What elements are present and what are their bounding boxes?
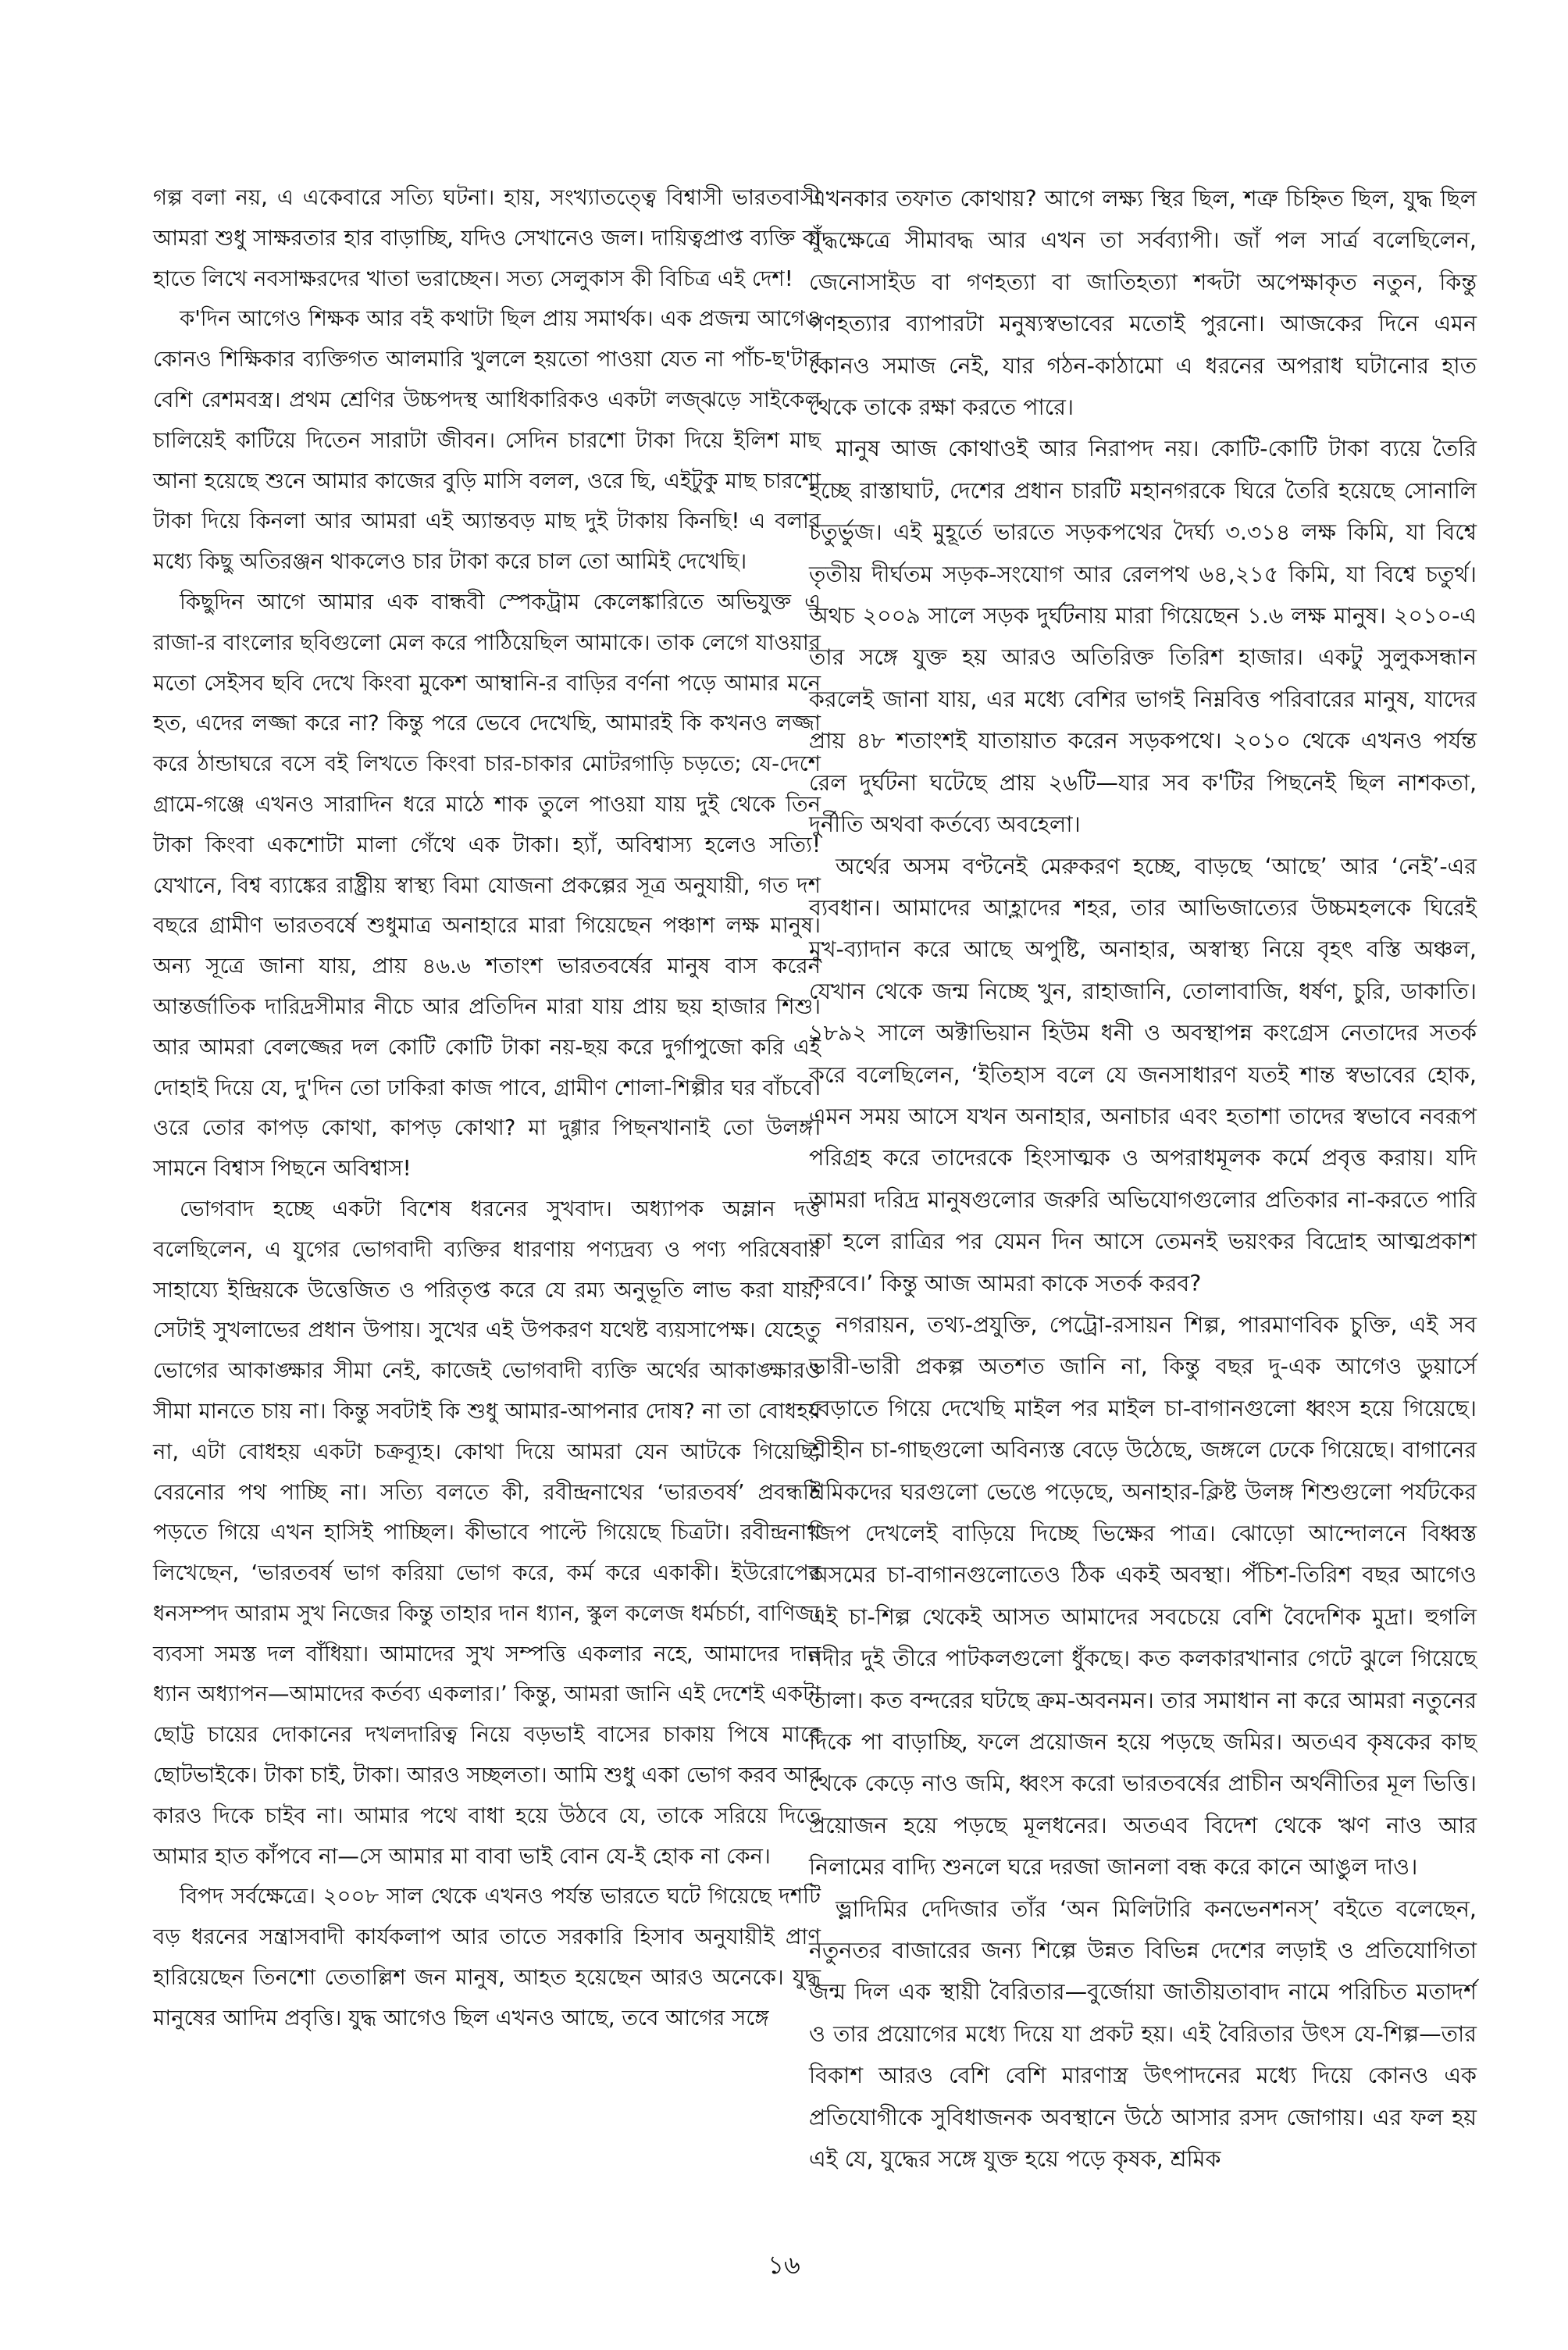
paragraph: ভোগবাদ হচ্ছে একটা বিশেষ ধরনের সুখবাদ। অধ্যাপক অম্লান দত্ত বলেছিলেন, এ যুগের ভোগবাদী ব্যক্তির ধারণায় পণ্যদ্রব্য ও পণ্য পরিষেবার সাহায্যে ইন্দ্রিয়কে উত্তেজিত ও পরিতৃপ্ত করে যে রম্য অনুভূতি লাভ করা যায়, সেটাই সুখলাভের প্রধান উপায়। সুখের এই উপকরণ যথেষ্ট ব্যয়সাপেক্ষ। যেহেতু ভোগের আকাঙ্ক্ষার সীমা নেই, কাজেই ভোগবাদী ব্যক্তি অর্থের আকাঙ্ক্ষারও সীমা মানতে চায় না। কিন্তু সবটাই কি শুধু আমার-আপনার দোষ? না তা বোধহয় না, এটা বোধহয় একটা চক্রব্যূহ। কোথা দিয়ে আমরা যেন আটকে গিয়েছি, বেরনোর পথ পাচ্ছি না। সত্যি বলতে কী, রবীন্দ্রনাথের ‘ভারতবর্ষ’ প্রবন্ধটি পড়তে গিয়ে এখন হাসিই পাচ্ছিল। কীভাবে পাল্টে গিয়েছে চিত্রটা। রবীন্দ্রনাথ লিখেছেন, ‘ভারতবর্ষ ভাগ করিয়া ভোগ করে, কর্ম করে একাকী। ইউরোপের ধনসম্পদ আরাম সুখ নিজের কিন্তু তাহার দান ধ্যান, স্কুল কলেজ ধর্মচর্চা, বাণিজ্য ব্যবসা সমস্ত দল বাঁধিয়া। আমাদের সুখ সম্পত্তি একলার নহে, আমাদের দান ধ্যান অধ্যাপন—আমাদের কর্তব্য একলার।’ কিন্তু, আমরা জানি এই দেশেই একটা ছোট্ট চায়ের দোকানের দখলদারিত্ব নিয়ে বড়ভাই বাসের চাকায় পিষে মারে ছোটভাইকে। টাকা চাই, টাকা। আরও সচ্ছলতা। আমি শুধু একা ভোগ করব আর কারও দিকে চাইব না। আমার পথে বাধা হয়ে উঠবে যে, তাকে সরিয়ে দিতে আমার হাত কাঁপবে না—সে আমার মা বাবা ভাই বোন যে-ই হোক না কেন। bbox=[153, 1196, 821, 1869]
paragraph: বিপদ সর্বক্ষেত্রে। ২০০৮ সাল থেকে এখনও পর্যন্ত ভারতে ঘটে গিয়েছে দশটি বড় ধরনের সন্ত্রাসবাদী কার্যকলাপ আর তাতে সরকারি হিসাব অনুযায়ীই প্রাণ হারিয়েছেন তিনশো তেতাল্লিশ জন মানুষ, আহত হয়েছেন আরও অনেকে। যুদ্ধ মানুষের আদিম প্রবৃত্তি। যুদ্ধ আগেও ছিল এখনও আছে, তবে আগের সঙ্গে bbox=[153, 1884, 821, 2031]
right-column bbox=[809, 178, 1477, 2181]
paragraph: ক'দিন আগেও শিক্ষক আর বই কথাটা ছিল প্রায় সমার্থক। এক প্রজন্ম আগেও কোনও শিক্ষিকার ব্যক্তিগত আলমারি খুললে হয়তো পাওয়া যেত না পাঁচ-ছ'টার বেশি রেশমবস্ত্র। প্রথম শ্রেণির উচ্চপদস্থ আধিকারিকও একটা লজ্‌ঝড়ে সাইকেল চালিয়েই কাটিয়ে দিতেন সারাটা জীবন। সেদিন চারশো টাকা দিয়ে ইলিশ মাছ আনা হয়েছে শুনে আমার কাজের বুড়ি মাসি বলল, ওরে ছি, এইটুকু মাছ চারশো টাকা দিয়ে কিনলা আর আমরা এই অ্যান্তবড় মাছ দুই টাকায় কিনছি! এ বলার মধ্যে কিছু অতিরঞ্জন থাকলেও চার টাকা করে চাল তো আমিই দেখেছি। bbox=[153, 306, 821, 575]
page-number: ১৬ bbox=[768, 2250, 800, 2280]
paragraph: অর্থের অসম বণ্টনেই মেরুকরণ হচ্ছে, বাড়ছে ‘আছে’ আর ‘নেই’-এর ব্যবধান। আমাদের আহ্লাদের শহর, তার আভিজাত্যের উচ্চমহলকে ঘিরেই মুখ-ব্যাদান করে আছে অপুষ্টি, অনাহার, অস্বাস্থ্য নিয়ে বৃহৎ বস্তি অঞ্চল, যেখান থেকে জন্ম নিচ্ছে খুন, রাহাজানি, তোলাবাজি, ধর্ষণ, চুরি, ডাকাতি। ১৮৯২ সালে অক্টাভিয়ান হিউম ধনী ও অবস্থাপন্ন কংগ্রেস নেতাদের সতর্ক করে বলেছিলেন, ‘ইতিহাস বলে যে জনসাধারণ যতই শান্ত স্বভাবের হোক, এমন সময় আসে যখন অনাহার, অনাচার এবং হতাশা তাদের স্বভাবে নবরূপ পরিগ্রহ করে তাদেরকে হিংসাত্মক ও অপরাধমূলক কর্মে প্রবৃত্ত করায়। যদি আমরা দরিদ্র মানুষগুলোর জরুরি অভিযোগগুলোর প্রতিকার না-করতে পারি তা হলে রাত্রির পর যেমন দিন আসে তেমনই ভয়ংকর বিদ্রোহ আত্মপ্রকাশ করবে।’ কিন্তু আজ আমরা কাকে সতর্ক করব? bbox=[809, 853, 1477, 1296]
paragraph: এখনকার তফাত কোথায়? আগে লক্ষ্য স্থির ছিল, শত্রু চিহ্নিত ছিল, যুদ্ধ ছিল যুদ্ধক্ষেত্রে সীমাবদ্ধ আর এখন তা সর্বব্যাপী। জাঁ পল সার্ত্র বলেছিলেন, জেনোসাইড বা গণহত্যা বা জাতিহত্যা শব্দটা অপেক্ষাকৃত নতুন, কিন্তু গণহত্যার ব্যাপারটা মনুষ্যস্বভাবের মতোই পুরনো। আজকের দিনে এমন কোনও সমাজ নেই, যার গঠন-কাঠামো এ ধরনের অপরাধ ঘটানোর হাত থেকে তাকে রক্ষা করতে পারে। bbox=[809, 186, 1477, 421]
paragraph: মানুষ আজ কোথাওই আর নিরাপদ নয়। কোটি-কোটি টাকা ব্যয়ে তৈরি হচ্ছে রাস্তাঘাট, দেশের প্রধান চারটি মহানগরকে ঘিরে তৈরি হয়েছে সোনালি চতুর্ভুজ। এই মুহূর্তে ভারতে সড়কপথের দৈর্ঘ্য ৩.৩১৪ লক্ষ কিমি, যা বিশ্বে তৃতীয় দীর্ঘতম সড়ক-সংযোগ আর রেলপথ ৬৪,২১৫ কিমি, যা বিশ্বে চতুর্থ। অথচ ২০০৯ সালে সড়ক দুর্ঘটনায় মারা গিয়েছেন ১.৬ লক্ষ মানুষ। ২০১০-এ তার সঙ্গে যুক্ত হয় আরও অতিরিক্ত তিরিশ হাজার। একটু সুলুকসন্ধান করলেই জানা যায়, এর মধ্যে বেশির ভাগই নিম্নবিত্ত পরিবারের মানুষ, যাদের প্রায় ৪৮ শতাংশই যাতায়াত করেন সড়কপথে। ২০১০ থেকে এখনও পর্যন্ত রেল দুর্ঘটনা ঘটেছে প্রায় ২৬টি—যার সব ক'টির পিছনেই ছিল নাশকতা, দুর্নীতি অথবা কর্তব্যে অবহেলা। bbox=[809, 436, 1477, 838]
paragraph: গল্প বলা নয়, এ একেবারে সত্যি ঘটনা। হায়, সংখ্যাতত্ত্বে বিশ্বাসী ভারতবাসী আমরা শুধু সাক্ষরতার হার বাড়াচ্ছি, যদিও সেখানেও জল। দায়িত্বপ্রাপ্ত ব্যক্তি বাঁ হাতে লিখে নবসাক্ষরদের খাতা ভরাচ্ছেন। সত্য সেলুকাস কী বিচিত্র এই দেশ! bbox=[153, 185, 821, 291]
paragraph: ভ্লাদিমির দেদিজার তাঁর ‘অন মিলিটারি কনভেনশনস্’ বইতে বলেছেন, নতুনতর বাজারের জন্য শিল্পে উন্নত বিভিন্ন দেশের লড়াই ও প্রতিযোগিতা জন্ম দিল এক স্থায়ী বৈরিতার—বুর্জোয়া জাতীয়তাবাদ নামে পরিচিত মতাদর্শ ও তার প্রয়োগের মধ্যে দিয়ে যা প্রকট হয়। এই বৈরিতার উৎস যে-শিল্প—তার বিকাশ আরও বেশি বেশি মারণাস্ত্র উৎপাদনের মধ্যে দিয়ে কোনও এক প্রতিযোগীকে সুবিধাজনক অবস্থানে উঠে আসার রসদ জোগায়। এর ফল হয় এই যে, যুদ্ধের সঙ্গে যুক্ত হয়ে পড়ে কৃষক, শ্রমিক bbox=[809, 1895, 1477, 2173]
left-column bbox=[153, 178, 821, 2039]
paragraph: কিছুদিন আগে আমার এক বান্ধবী স্পেকট্রাম কেলেঙ্কারিতে অভিযুক্ত এ রাজা-র বাংলোর ছবিগুলো মেল করে পাঠিয়েছিল আমাকে। তাক লেগে যাওয়ার মতো সেইসব ছবি দেখে কিংবা মুকেশ আম্বানি-র বাড়ির বর্ণনা পড়ে আমার মনে হত, এদের লজ্জা করে না? কিন্তু পরে ভেবে দেখেছি, আমারই কি কখনও লজ্জা করে ঠান্ডাঘরে বসে বই লিখতে কিংবা চার-চাকার মোটরগাড়ি চড়তে; যে-দেশে গ্রামে-গঞ্জে এখনও সারাদিন ধরে মাঠে শাক তুলে পাওয়া যায় দুই থেকে তিন টাকা কিংবা একশোটা মালা গেঁথে এক টাকা। হ্যাঁ, অবিশ্বাস্য হলেও সত্যি! যেখানে, বিশ্ব ব্যাঙ্কের রাষ্ট্রীয় স্বাস্থ্য বিমা যোজনা প্রকল্পের সূত্র অনুযায়ী, গত দশ বছরে গ্রামীণ ভারতবর্ষে শুধুমাত্র অনাহারে মারা গিয়েছেন পঞ্চাশ লক্ষ মানুষ। অন্য সূত্রে জানা যায়, প্রায় ৪৬.৬ শতাংশ ভারতবর্ষের মানুষ বাস করেন আন্তর্জাতিক দারিদ্রসীমার নীচে আর প্রতিদিন মারা যায় প্রায় ছয় হাজার শিশু। আর আমরা বেলজ্জের দল কোটি কোটি টাকা নয়-ছয় করে দুর্গাপুজো করি এই দোহাই দিয়ে যে, দু'দিন তো ঢাকিরা কাজ পাবে, গ্রামীণ শোলা-শিল্পীর ঘর বাঁচবে। ওরে তোর কাপড় কোথা, কাপড় কোথা? মা দুগ্গার পিছনখানাই তো উলঙ্গ। সামনে বিশ্বাস পিছনে অবিশ্বাস! bbox=[153, 589, 821, 1182]
paragraph: নগরায়ন, তথ্য-প্রযুক্তি, পেট্রো-রসায়ন শিল্প, পারমাণবিক চুক্তি, এই সব ভারী-ভারী প্রকল্প অতশত জানি না, কিন্তু বছর দু-এক আগেও ডুয়ার্সে বেড়াতে গিয়ে দেখেছি মাইল পর মাইল চা-বাগানগুলো ধ্বংস হয়ে গিয়েছে। শ্রীহীন চা-গাছগুলো অবিন্যস্ত বেড়ে উঠেছে, জঙ্গলে ঢেকে গিয়েছে। বাগানের শ্রমিকদের ঘরগুলো ভেঙে পড়েছে, অনাহার-ক্লিষ্ট উলঙ্গ শিশুগুলো পর্যটকের জিপ দেখলেই বাড়িয়ে দিচ্ছে ভিক্ষের পাত্র। ঝোড়ো আন্দোলনে বিধ্বস্ত অসমের চা-বাগানগুলোতেও ঠিক একই অবস্থা। পঁচিশ-তিরিশ বছর আগেও এই চা-শিল্প থেকেই আসত আমাদের সবচেয়ে বেশি বৈদেশিক মুদ্রা। হুগলি নদীর দুই তীরে পাটকলগুলো ধুঁকছে। কত কলকারখানার গেটে ঝুলে গিয়েছে তালা। কত বন্দরের ঘটছে ক্রম-অবনমন। তার সমাধান না করে আমরা নতুনের দিকে পা বাড়াচ্ছি, ফলে প্রয়োজন হয়ে পড়ছে জমির। অতএব কৃষকের কাছ থেকে কেড়ে নাও জমি, ধ্বংস করো ভারতবর্ষের প্রাচীন অর্থনীতির মূল ভিত্তি। প্রয়োজন হয়ে পড়ছে মূলধনের। অতএব বিদেশ থেকে ঋণ নাও আর নিলামের বাদ্যি শুনলে ঘরে দরজা জানলা বন্ধ করে কানে আঙুল দাও। bbox=[809, 1311, 1477, 1881]
